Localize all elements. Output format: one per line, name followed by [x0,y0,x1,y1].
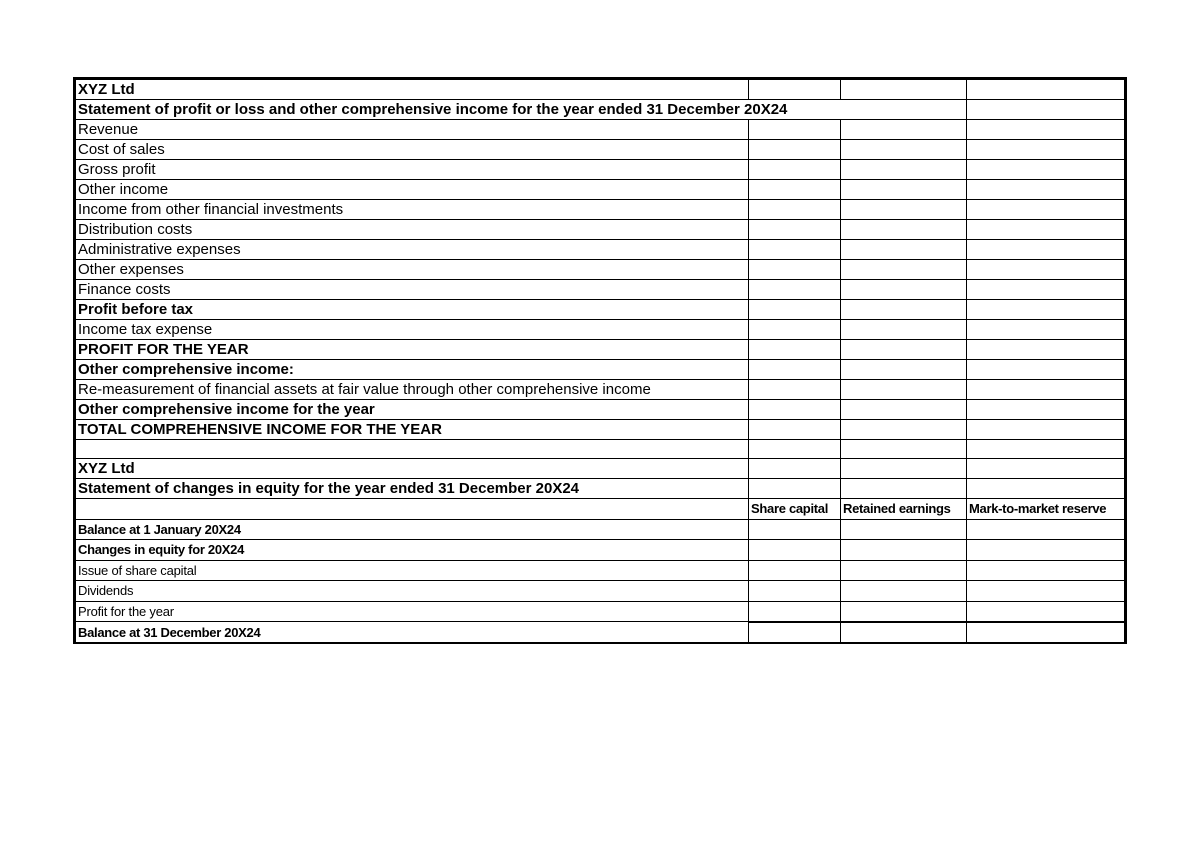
cell[interactable] [749,519,841,540]
pl-line-profit-for-the-year[interactable]: PROFIT FOR THE YEAR [76,340,749,360]
pl-statement-title[interactable]: Statement of profit or loss and other comprehensive income for the year ended 31 December 20X24 [76,100,967,120]
table-row [76,519,1125,540]
cell[interactable] [967,180,1125,200]
table-row [76,280,1125,300]
table-row [76,622,1125,643]
cell[interactable] [967,560,1125,581]
cell[interactable] [749,280,841,300]
cell[interactable] [967,200,1125,220]
cell[interactable] [967,519,1125,540]
table-row [76,140,1125,160]
cell[interactable] [749,459,841,479]
cell[interactable] [967,260,1125,280]
cell[interactable] [841,540,967,561]
table-row [76,499,1125,520]
table-row [76,200,1125,220]
pl-line-revenue[interactable]: Revenue [76,120,749,140]
column-header-retained-earnings[interactable]: Retained earnings [841,499,967,520]
cell[interactable] [749,180,841,200]
table-row [76,479,1125,499]
cell[interactable] [967,240,1125,260]
soce-line-closing-balance[interactable]: Balance at 31 December 20X24 [76,622,749,643]
cell[interactable] [841,400,967,420]
cell[interactable] [967,400,1125,420]
cell[interactable] [749,160,841,180]
cell[interactable] [967,280,1125,300]
cell[interactable] [967,120,1125,140]
column-header-mark-to-market-reserve[interactable]: Mark-to-market reserve [967,499,1125,520]
cell[interactable] [841,180,967,200]
cell[interactable] [76,440,749,459]
cell[interactable] [967,340,1125,360]
cell[interactable] [967,140,1125,160]
cell[interactable] [967,479,1125,499]
cell[interactable] [749,360,841,380]
cell[interactable] [841,440,967,459]
cell[interactable] [749,440,841,459]
cell[interactable] [967,100,1125,120]
cell[interactable] [841,240,967,260]
cell[interactable] [749,340,841,360]
pl-line-other-income[interactable]: Other income [76,180,749,200]
pl-line-finance-costs[interactable]: Finance costs [76,280,749,300]
cell[interactable] [749,140,841,160]
soce-line-dividends[interactable]: Dividends [76,581,749,602]
table-row [76,300,1125,320]
cell[interactable] [841,360,967,380]
cell[interactable] [749,320,841,340]
cell[interactable] [841,300,967,320]
table-row [76,400,1125,420]
cell[interactable] [841,80,967,100]
cell[interactable] [749,601,841,622]
cell[interactable] [749,240,841,260]
table-row [76,100,1125,120]
cell[interactable] [967,622,1125,643]
pl-line-profit-before-tax[interactable]: Profit before tax [76,300,749,320]
table-row [76,80,1125,100]
cell[interactable] [749,260,841,280]
cell[interactable] [841,280,967,300]
cell[interactable] [749,479,841,499]
pl-line-financial-investments-income[interactable]: Income from other financial investments [76,200,749,220]
table-row [76,320,1125,340]
cell[interactable] [841,420,967,440]
soce-statement-title[interactable]: Statement of changes in equity for the year ended 31 December 20X24 [76,479,749,499]
table-row [76,540,1125,561]
cell[interactable] [841,320,967,340]
pl-line-remeasurement[interactable]: Re-measurement of financial assets at fair value through other comprehensive income [76,380,749,400]
column-header-share-capital[interactable]: Share capital [749,499,841,520]
table-row [76,581,1125,602]
cell[interactable] [841,459,967,479]
table-row [76,560,1125,581]
pl-line-total-comprehensive-income[interactable]: TOTAL COMPREHENSIVE INCOME FOR THE YEAR [76,420,749,440]
table-row [76,380,1125,400]
cell[interactable] [749,622,841,643]
table-row [76,340,1125,360]
soce-company-name[interactable]: XYZ Ltd [76,459,749,479]
cell[interactable] [967,220,1125,240]
pl-line-administrative-expenses[interactable]: Administrative expenses [76,240,749,260]
table-row [76,180,1125,200]
cell[interactable] [841,601,967,622]
cell[interactable] [967,360,1125,380]
table-row [76,260,1125,280]
cell[interactable] [841,140,967,160]
cell[interactable] [841,200,967,220]
cell[interactable] [749,300,841,320]
cell[interactable] [967,581,1125,602]
table-row [76,440,1125,459]
worksheet-table [75,79,1125,642]
cell[interactable] [967,380,1125,400]
cell[interactable] [841,160,967,180]
cell[interactable] [749,80,841,100]
cell[interactable] [967,320,1125,340]
cell[interactable] [749,200,841,220]
cell[interactable] [841,560,967,581]
cell[interactable] [841,220,967,240]
cell[interactable] [967,420,1125,440]
table-row [76,220,1125,240]
table-row [76,360,1125,380]
cell[interactable] [841,519,967,540]
cell[interactable] [967,459,1125,479]
cell[interactable] [967,540,1125,561]
cell[interactable] [967,601,1125,622]
table-row [76,601,1125,622]
table-row [76,459,1125,479]
cell[interactable] [749,581,841,602]
pl-line-other-expenses[interactable]: Other expenses [76,260,749,280]
cell[interactable] [749,380,841,400]
cell[interactable] [967,160,1125,180]
cell[interactable] [749,400,841,420]
pl-line-distribution-costs[interactable]: Distribution costs [76,220,749,240]
cell[interactable] [967,440,1125,459]
soce-line-opening-balance[interactable]: Balance at 1 January 20X24 [76,519,749,540]
cell[interactable] [841,120,967,140]
cell[interactable] [841,622,967,643]
soce-line-profit-for-the-year[interactable]: Profit for the year [76,601,749,622]
cell[interactable] [76,499,749,520]
cell[interactable] [841,581,967,602]
table-row [76,240,1125,260]
soce-line-issue-of-share-capital[interactable]: Issue of share capital [76,560,749,581]
cell[interactable] [749,560,841,581]
cell[interactable] [749,420,841,440]
pl-line-cost-of-sales[interactable]: Cost of sales [76,140,749,160]
cell[interactable] [749,540,841,561]
table-row [76,160,1125,180]
pl-company-name[interactable]: XYZ Ltd [76,80,749,100]
financial-statements-worksheet [73,77,1127,644]
table-row [76,420,1125,440]
pl-line-oci-heading[interactable]: Other comprehensive income: [76,360,749,380]
cell[interactable] [841,380,967,400]
cell[interactable] [841,340,967,360]
cell[interactable] [841,260,967,280]
soce-line-changes-heading[interactable]: Changes in equity for 20X24 [76,540,749,561]
pl-line-income-tax-expense[interactable]: Income tax expense [76,320,749,340]
pl-line-oci-for-year[interactable]: Other comprehensive income for the year [76,400,749,420]
cell[interactable] [749,120,841,140]
cell[interactable] [967,80,1125,100]
table-row [76,120,1125,140]
pl-line-gross-profit[interactable]: Gross profit [76,160,749,180]
cell[interactable] [749,220,841,240]
cell[interactable] [841,479,967,499]
cell[interactable] [967,300,1125,320]
